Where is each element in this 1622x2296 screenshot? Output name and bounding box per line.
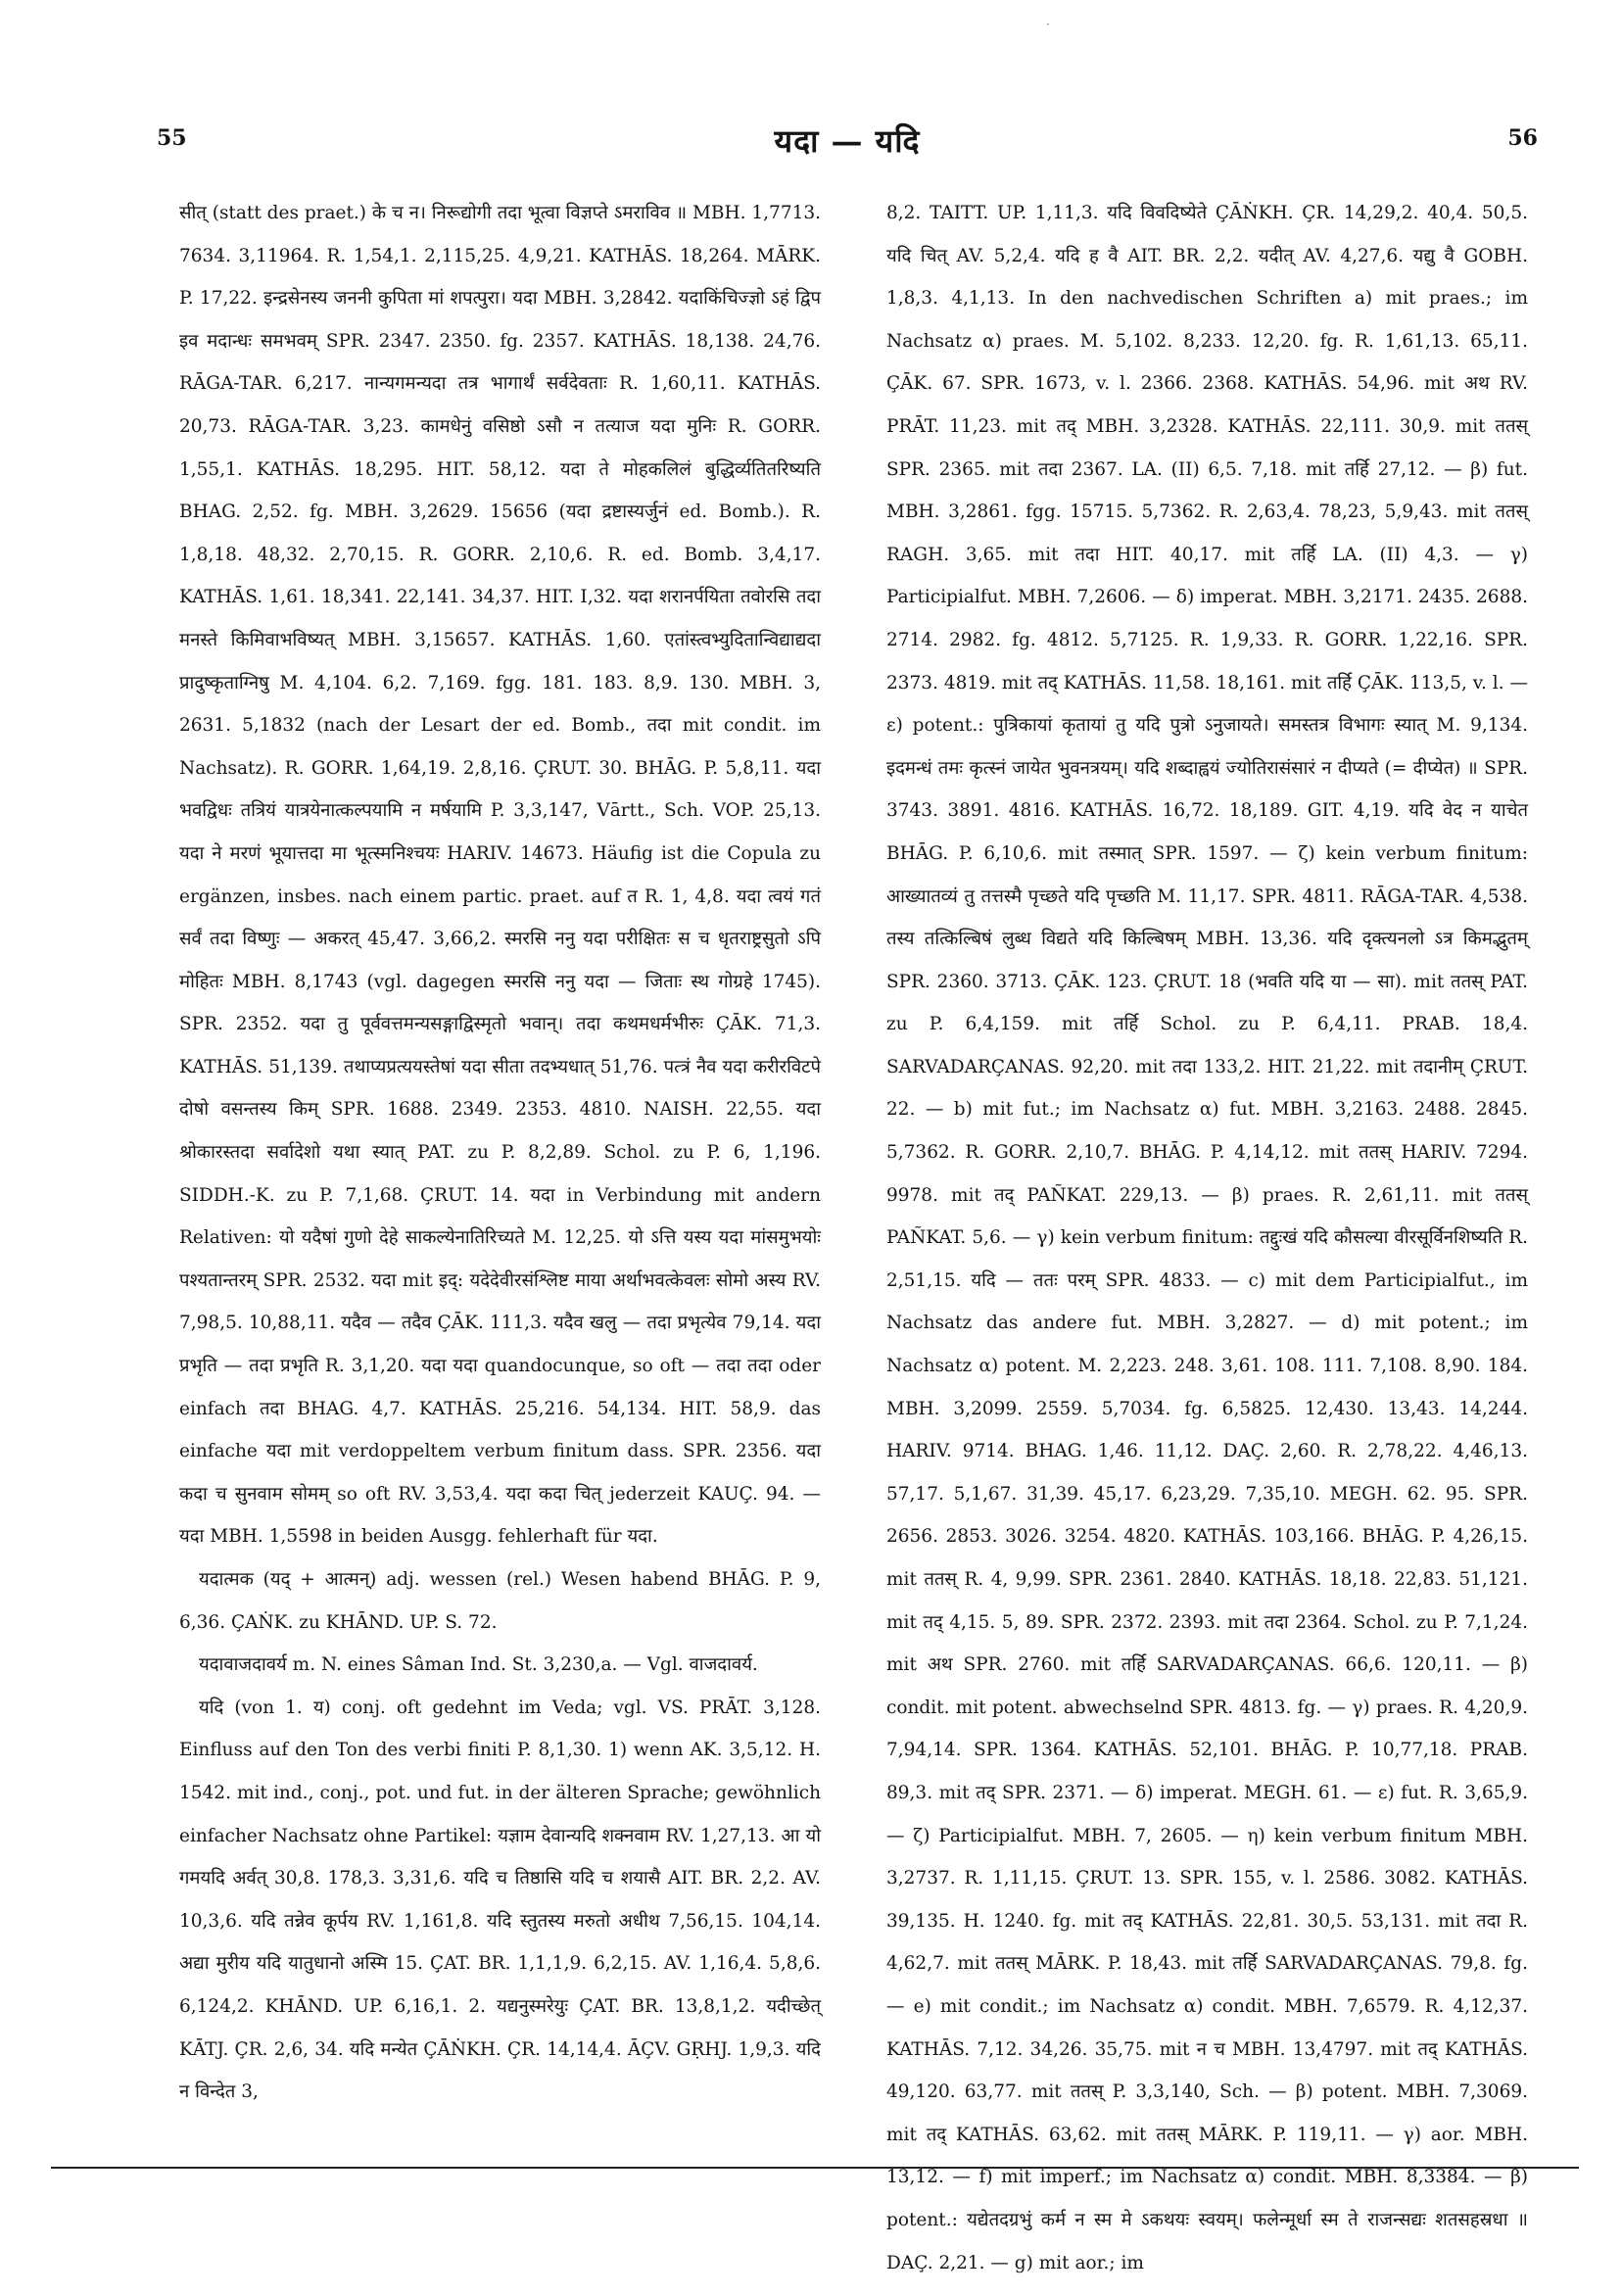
running-headword: यदा — यदि xyxy=(774,122,921,160)
scan-speck: · xyxy=(1046,18,1050,31)
entry-yadavajadavarya: यदावाजदावर्य m. N. eines Sâman Ind. St. 3,230,a. — Vgl. वाजदावर्य. xyxy=(199,1654,758,1676)
entry-yadi-continued: 8,2. TAITT. UP. 1,11,3. यदि विवदिष्येते ÇĀṄKH. ÇR. 14,29,2. 40,4. 50,5. यदि चित् AV. 5,2,4. यदि ह वै AIT. BR. 2,2. यदीत् AV. 4,27,6. यद्यु वै GOBH. 1,8,3. 4,1,13. In den nachvedischen Schriften a) mit praes.; im Nachsatz α) praes. M. 5,102. 8,233. 12,20. fg. R. 1,61,13. 65,11. ÇĀK. 67. SPR. 1673, v. l. 2366. 2368. KATHĀS. 54,96. mit अथ RV. PRĀT. 11,23. mit तद् MBH. 3,2328. KATHĀS. 22,111. 30,9. mit ततस् SPR. 2365. mit तदा 2367. LA. (II) 6,5. 7,18. mit तर्हि 27,12. — β) fut. MBH. 3,2861. fgg. 15715. 5,7362. R. 2,63,4. 78,23, 5,9,43. mit ततस् RAGH. 3,65. mit तदा HIT. 40,17. mit तर्हि LA. (II) 4,3. — γ) Participialfut. MBH. 7,2606. — δ) imperat. MBH. 3,2171. 2435. 2688. 2714. 2982. fg. 4812. 5,7125. R. 1,9,33. R. GORR. 1,22,16. SPR. 2373. 4819. mit तद् KATHĀS. 11,58. 18,161. mit तर्हि ÇĀK. 113,5, v. l. — ε) potent.: पुत्रिकायां कृतायां तु यदि पुत्रो ऽनुजायते। समस्तत्र विभागः स्यात् M. 9,134. इदमन्धं तमः कृत्स्नं जायेत भुवनत्रयम्। यदि शब्दाह्वयं ज्योतिरासंसारं न दीप्यते (= दीप्येत) ॥ SPR. 3743. 3891. 4816. KATHĀS. 16,72. 18,189. GIT. 4,19. यदि वेद न याचेत BHĀG. P. 6,10,6. mit तस्मात् SPR. 1597. — ζ) kein verbum finitum: आख्यातव्यं तु तत्तस्मै पृच्छते यदि पृच्छति M. 11,17. SPR. 4811. RĀGA-TAR. 4,538. तस्य तत्किल्बिषं लुब्ध विद्यते यदि किल्बिषम् MBH. 13,36. यदि दृक्त्यनलो ऽत्र किमद्भुतम् SPR. 2360. 3713. ÇĀK. 123. ÇRUT. 18 (भवति यदि या — सा). mit ततस् PAT. zu P. 6,4,159. mit तर्हि Schol. zu P. 6,4,11. PRAB. 18,4. SARVADARÇANAS. 92,20. mit तदा 133,2. HIT. 21,22. mit तदानीम् ÇRUT. 22. — b) mit fut.; im Nachsatz α) fut. MBH. 3,2163. 2488. 2845. 5,7362. R. GORR. 2,10,7. BHĀG. P. 4,14,12. mit ततस् HARIV. 7294. 9978. mit तद् PAÑKAT. 229,13. — β) praes. R. 2,61,11. mit ततस् PAÑKAT. 5,6. — γ) kein verbum finitum: तद्दुःखं यदि कौसल्या वीरसूर्विनशिष्यति R. 2,51,15. यदि — ततः परम् SPR. 4833. — c) mit dem Participialfut., im Nachsatz das andere fut. MBH. 3,2827. — d) mit potent.; im Nachsatz α) potent. M. 2,223. 248. 3,61. 108. 111. 7,108. 8,90. 184. MBH. 3,2099. 2559. 5,7034. fg. 6,5825. 12,430. 13,43. 14,244. HARIV. 9714. BHAG. 1,46. 11,12. DAÇ. 2,60. R. 2,78,22. 4,46,13. 57,17. 5,1,67. 31,39. 45,17. 6,23,29. 7,35,10. MEGH. 62. 95. SPR. 2656. 2853. 3026. 3254. 4820. KATHĀS. 103,166. BHĀG. P. 4,26,15. mit ततस् R. 4, 9,99. SPR. 2361. 2840. KATHĀS. 18,18. 22,83. 51,121. mit तद् 4,15. 5, 89. SPR. 2372. 2393. mit तदा 2364. Schol. zu P. 7,1,24. mit अथ SPR. 2760. mit तर्हि SARVADARÇANAS. 66,6. 120,11. — β) condit. mit potent. abwechselnd SPR. 4813. fg. — γ) praes. R. 4,20,9. 7,94,14. SPR. 1364. KATHĀS. 52,101. BHĀG. P. 10,77,18. PRAB. 89,3. mit तद् SPR. 2371. — δ) imperat. MEGH. 61. — ε) fut. R. 3,65,9. — ζ) Participialfut. MBH. 7, 2605. — η) kein verbum finitum MBH. 3,2737. R. 1,11,15. ÇRUT. 13. SPR. 155, v. l. 2586. 3082. KATHĀS. 39,135. H. 1240. fg. mit तद् KATHĀS. 22,81. 30,5. 53,131. mit तदा R. 4,62,7. mit ततस् MĀRK. P. 18,43. mit तर्हि SARVADARÇANAS. 79,8. fg. — e) mit condit.; im Nachsatz α) condit. MBH. 7,6579. R. 4,12,37. KATHĀS. 7,12. 34,26. 35,75. mit न च MBH. 13,4797. mit तद् KATHĀS. 49,120. 63,77. mit ततस् P. 3,3,140, Sch. — β) potent. MBH. 7,3069. mit तद् KATHĀS. 63,62. mit ततस् MĀRK. P. 119,11. — γ) aor. MBH. 13,12. — f) mit imperf.; im Nachsatz α) condit. MBH. 8,3384. — β) potent.: यद्येतदग्रभुं कर्म न स्म मे ऽकथयः स्वयम्। फलेन्मूर्धा स्म ते राजन्सद्यः शतसहस्रधा ॥ DAÇ. 2,21. — g) mit aor.; im xyxy=(886,203,1528,2273)
entry-yadatmaka: यदात्मक (यद् + आत्मन्) adj. wessen (rel.) Wesen habend BHĀG. P. 9, 6,36. ÇAṄK. zu KHĀND. UP. S. 72. xyxy=(179,1569,821,1633)
page-header xyxy=(157,122,1538,165)
right-column xyxy=(886,192,1528,2273)
bottom-rule xyxy=(51,2167,1579,2169)
page-number-right: 56 xyxy=(1507,125,1538,151)
entry-yadi: यदि (von 1. य) conj. oft gedehnt im Veda; vgl. VS. PRĀT. 3,128. Einfluss auf den Ton des verbi finiti P. 8,1,30. 1) wenn AK. 3,5,12. H. 1542. mit ind., conj., pot. und fut. in der älteren Sprache; gewöhnlich einfacher Nachsatz ohne Partikel: यज्ञाम देवान्यदि शक्नवाम RV. 1,27,13. आ यो गमयदि अर्वत् 30,8. 178,3. 3,31,6. यदि च तिष्ठासि यदि च शयासै AIT. BR. 2,2. AV. 10,3,6. यदि तन्नेव कूर्पय RV. 1,161,8. यदि स्तुतस्य मरुतो अधीथ 7,56,15. 104,14. अद्या मुरीय यदि यातुधानो अस्मि 15. ÇAT. BR. 1,1,1,9. 6,2,15. AV. 1,16,4. 5,8,6. 6,124,2. KHĀND. UP. 6,16,1. 2. यद्यनुस्मरेयुः ÇAT. BR. 13,8,1,2. यदीच्छेत् KĀTJ. ÇR. 2,6, 34. यदि मन्येत ÇĀṄKH. ÇR. 14,14,4. ĀÇV. GṚHJ. 1,9,3. यदि न विन्देत 3, xyxy=(179,1697,821,2103)
entry-yada-continued: सीत् (statt des praet.) के च न। निरूद्योगी तदा भूत्वा विज्ञप्ते ऽमराविव ॥ MBH. 1,7713. 7634. 3,11964. R. 1,54,1. 2,115,25. 4,9,21. KATHĀS. 18,264. MĀRK. P. 17,22. इन्द्रसेनस्य जननी कुपिता मां शपत्पुरा। यदा MBH. 3,2842. यदाकिंचिज्ज्ञो ऽहं द्विप इव मदान्धः समभवम् SPR. 2347. 2350. fg. 2357. KATHĀS. 18,138. 24,76. RĀGA-TAR. 6,217. नान्यगमन्यदा तत्र भागार्थं सर्वदेवताः R. 1,60,11. KATHĀS. 20,73. RĀGA-TAR. 3,23. कामधेनुं वसिष्ठो ऽसौ न तत्याज यदा मुनिः R. GORR. 1,55,1. KATHĀS. 18,295. HIT. 58,12. यदा ते मोहकलिलं बुद्धिर्व्यतितरिष्यति BHAG. 2,52. fg. MBH. 3,2629. 15656 (यदा द्रष्टास्यर्जुनं ed. Bomb.). R. 1,8,18. 48,32. 2,70,15. R. GORR. 2,10,6. R. ed. Bomb. 3,4,17. KATHĀS. 1,61. 18,341. 22,141. 34,37. HIT. I,32. यदा शरानर्पयिता तवोरसि तदा मनस्ते किमिवाभविष्यत् MBH. 3,15657. KATHĀS. 1,60. एतांस्त्वभ्युदितान्विद्याद्यदा प्रादुष्कृताग्निषु M. 4,104. 6,2. 7,169. fgg. 181. 183. 8,9. 130. MBH. 3, 2631. 5,1832 (nach der Lesart der ed. Bomb., तदा mit condit. im Nachsatz). R. GORR. 1,64,19. 2,8,16. ÇRUT. 30. BHĀG. P. 5,8,11. यदा भवद्विधः तत्रियं यात्रयेनात्कल्पयामि न मर्षयामि P. 3,3,147, Vārtt., Sch. VOP. 25,13. यदा ने मरणं भूयात्तदा मा भूत्स्मनिश्चयः HARIV. 14673. Häufig ist die Copula zu ergänzen, insbes. nach einem partic. praet. auf त R. 1, 4,8. यदा त्वयं गतं सर्वं तदा विष्णुः — अकरत् 45,47. 3,66,2. स्मरसि ननु यदा परीक्षितः स च धृतराष्ट्रसुतो ऽपि मोहितः MBH. 8,1743 (vgl. dagegen स्मरसि ननु यदा — जिताः स्थ गोग्रहे 1745). SPR. 2352. यदा तु पूर्ववत्तमन्यसङ्गाद्विस्मृतो भवान्। तदा कथमधर्मभीरुः ÇĀK. 71,3. KATHĀS. 51,139. तथाप्यप्रत्ययस्तेषां यदा सीता तदभ्यधात् 51,76. पत्त्रं नैव यदा करीरविटपे दोषो वसन्तस्य किम् SPR. 1688. 2349. 2353. 4810. NAISH. 22,55. यदा श्रोकारस्तदा सर्वादेशो यथा स्यात् PAT. zu P. 8,2,89. Schol. zu P. 6, 1,196. SIDDH.-K. zu P. 7,1,68. ÇRUT. 14. यदा in Verbindung mit andern Relativen: यो यदैषां गुणो देहे साकल्येनातिरिच्यते M. 12,25. यो ऽत्ति यस्य यदा मांसमुभयोः पश्यतान्तरम् SPR. 2532. यदा mit इद्: यदेदेवीरसंश्लिष्ट माया अर्थाभवत्केवलः सोमो अस्य RV. 7,98,5. 10,88,11. यदैव — तदैव ÇĀK. 111,3. यदैव खलु — तदा प्रभृत्येव 79,14. यदा प्रभृति — तदा प्रभृति R. 3,1,20. यदा यदा quandocunque, so oft — तदा तदा oder einfach तदा BHAG. 4,7. KATHĀS. 25,216. 54,134. HIT. 58,9. das einfache यदा mit verdoppeltem verbum finitum dass. SPR. 2356. यदा कदा च सुनवाम सोमम् so oft RV. 3,53,4. यदा कदा चित् jederzeit KAUÇ. 94. — यदा MBH. 1,5598 in beiden Ausgg. fehlerhaft für यदा. xyxy=(179,203,822,1548)
page-number-left: 55 xyxy=(157,125,187,151)
left-column xyxy=(179,192,822,2103)
